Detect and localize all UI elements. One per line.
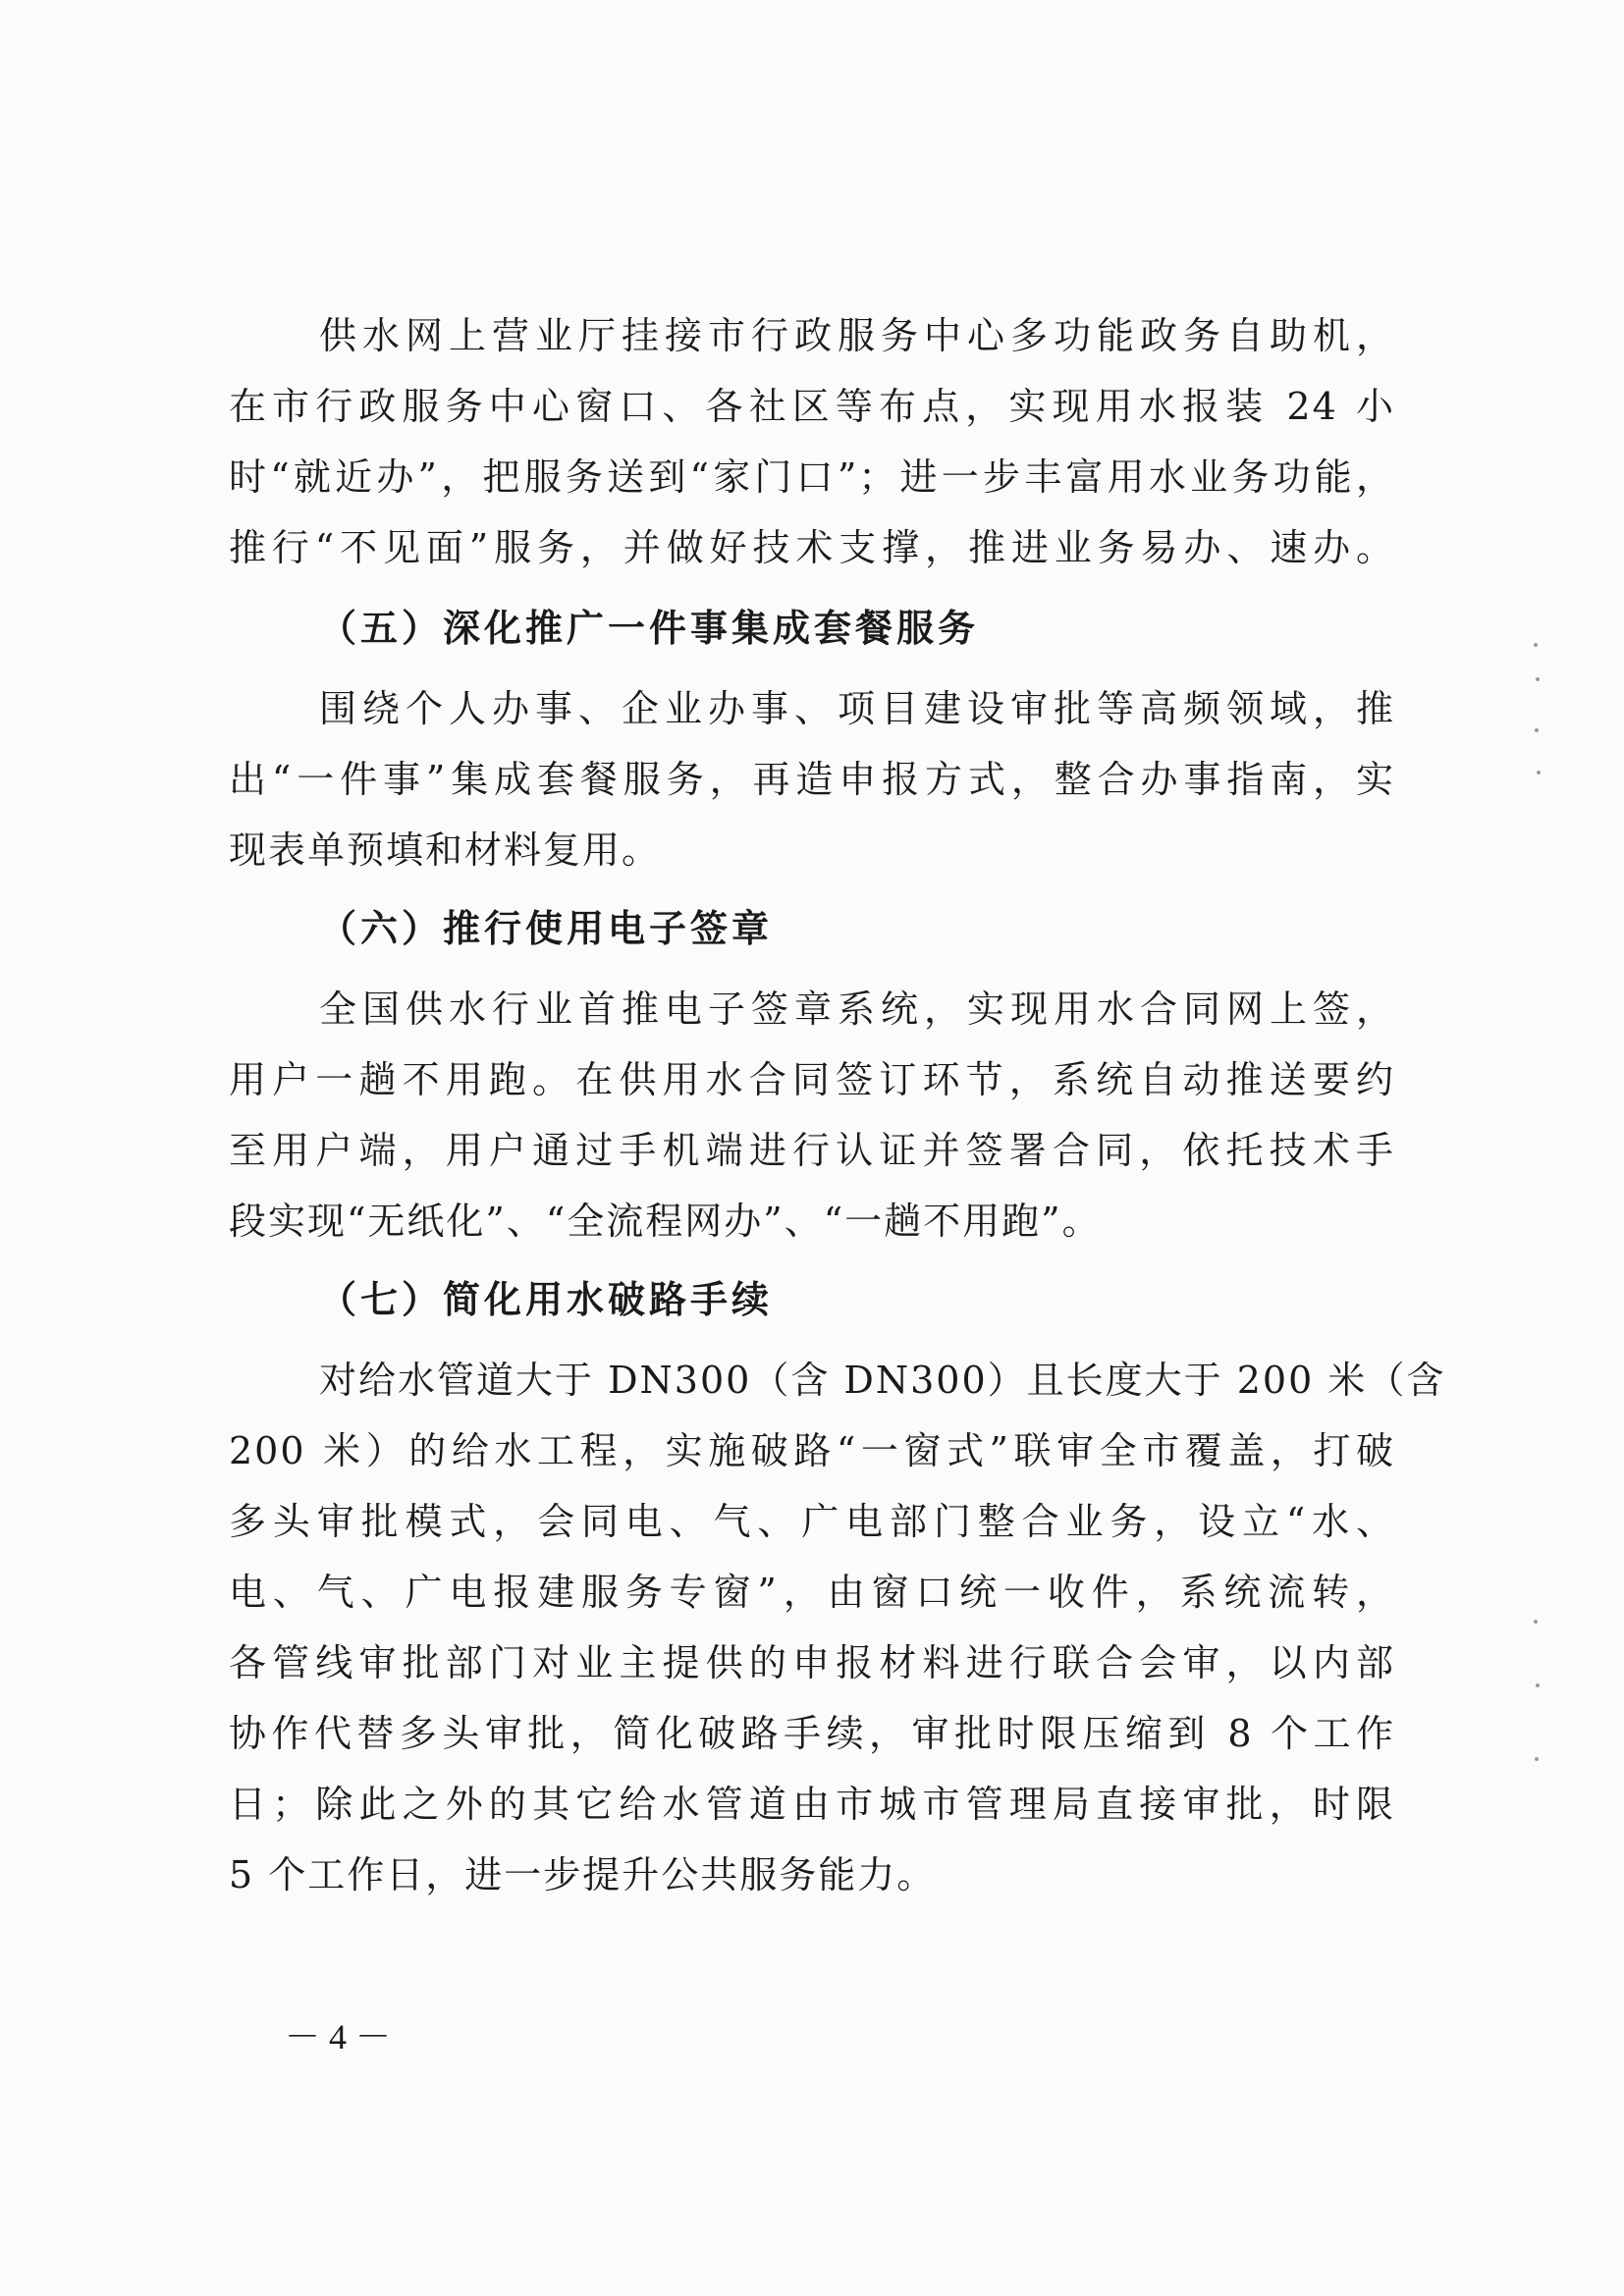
- paragraph-line: 对给水管道大于 DN300（含 DN300）且长度大于 200 米（含: [319, 1359, 1446, 1402]
- scan-speck: [1536, 677, 1540, 681]
- scan-speck: [1535, 728, 1539, 732]
- paragraph-line: 现表单预填和材料复用。: [229, 828, 662, 872]
- paragraph-line: 用户一趟不用跑。在供用水合同签订环节，系统自动推送要约: [229, 1058, 1395, 1101]
- paragraph-line: 多头审批模式，会同电、气、广电部门整合业务，设立“水、: [229, 1500, 1395, 1543]
- paragraph-line: 供水网上营业厅挂接市行政服务中心多功能政务自助机，: [319, 314, 1395, 357]
- paragraph-line: 各管线审批部门对业主提供的申报材料进行联合会审，以内部: [229, 1641, 1395, 1684]
- paragraph-line: 电、气、广电报建服务专窗”，由窗口统一收件，系统流转，: [229, 1571, 1395, 1614]
- paragraph-line: 200 米）的给水工程，实施破路“一窗式”联审全市覆盖，打破: [229, 1429, 1395, 1472]
- paragraph-line: 在市行政服务中心窗口、各社区等布点，实现用水报装 24 小: [229, 385, 1395, 428]
- section-heading-6: （六）推行使用电子签章: [319, 907, 774, 950]
- paragraph-line: 日；除此之外的其它给水管道由市城市管理局直接审批，时限: [229, 1783, 1395, 1826]
- page-number: － 4 －: [285, 2017, 392, 2056]
- scan-speck: [1537, 771, 1541, 774]
- section-heading-7: （七）简化用水破路手续: [319, 1278, 774, 1321]
- scan-speck: [1536, 1683, 1540, 1687]
- paragraph-line: 段实现“无纸化”、“全流程网办”、“一趟不用跑”。: [229, 1200, 1102, 1243]
- paragraph-line: 5 个工作日，进一步提升公共服务能力。: [229, 1853, 937, 1896]
- paragraph-line: 推行“不见面”服务，并做好技术支撑，推进业务易办、速办。: [229, 526, 1395, 569]
- section-heading-5: （五）深化推广一件事集成套餐服务: [319, 607, 980, 650]
- paragraph-line: 出“一件事”集成套餐服务，再造申报方式，整合办事指南，实: [229, 758, 1395, 801]
- paragraph-line: 围绕个人办事、企业办事、项目建设审批等高频领域，推: [319, 687, 1395, 730]
- paragraph-line: 协作代替多头审批，简化破路手续，审批时限压缩到 8 个工作: [229, 1712, 1395, 1755]
- paragraph-line: 至用户端，用户通过手机端进行认证并签署合同，依托技术手: [229, 1129, 1395, 1172]
- scan-speck: [1534, 1620, 1538, 1624]
- scan-speck: [1535, 1757, 1539, 1761]
- scan-speck: [1534, 643, 1538, 647]
- paragraph-line: 时“就近办”，把服务送到“家门口”；进一步丰富用水业务功能，: [229, 455, 1395, 499]
- paragraph-line: 全国供水行业首推电子签章系统，实现用水合同网上签，: [319, 988, 1395, 1031]
